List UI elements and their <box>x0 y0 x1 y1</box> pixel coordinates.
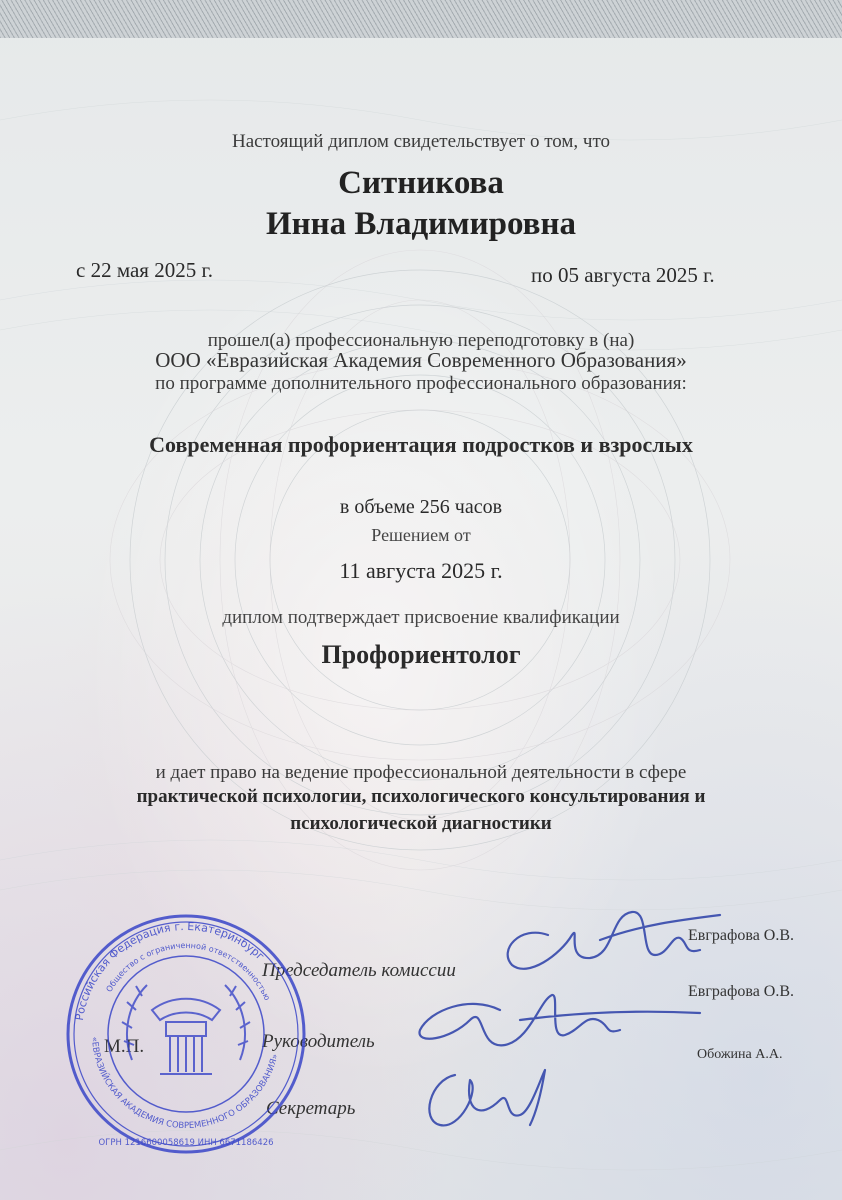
svg-text:«ЕВРАЗИЙСКАЯ АКАДЕМИЯ СОВРЕМЕН <box>89 1036 281 1131</box>
secretary-role: Секретарь <box>266 1098 356 1119</box>
intro-text: Настоящий диплом свидетельствует о том, что <box>231 131 611 152</box>
sphere-line-1: практической психологии, психологического консультирования и <box>136 786 706 807</box>
head-role: Руководитель <box>262 1031 375 1052</box>
decision-date: 11 августа 2025 г. <box>339 558 503 583</box>
qualification-title: Профориентолог <box>321 640 521 669</box>
period-start-date: с 22 мая 2025 г. <box>76 258 213 282</box>
passed-text: прошел(а) профессиональную переподготовку в (на) <box>207 330 635 351</box>
holder-surname: Ситникова <box>338 165 504 201</box>
chairman-role: Председатель комиссии <box>262 960 456 981</box>
hours-volume: в объеме 256 часов <box>339 496 503 518</box>
sphere-line-2: психологической диагностики <box>290 813 552 834</box>
head-name: Евграфова О.В. <box>688 983 795 1000</box>
period-end-date: по 05 августа 2025 г. <box>531 263 715 287</box>
rights-text: и дает право на ведение профессиональной деятельности в сфере <box>155 762 687 783</box>
svg-text:Российская Федерация г. Екатер <box>73 920 267 1022</box>
secretary-name: Обожина А.А. <box>697 1047 783 1062</box>
organization-name: ООО «Евразийская Академия Современного Образования» <box>155 348 687 372</box>
program-title: Современная профориентация подростков и взрослых <box>149 432 693 457</box>
program-label: по программе дополнительного профессионального образования: <box>155 373 687 394</box>
organization-stamp <box>62 910 310 1158</box>
top-pattern-band <box>0 0 842 38</box>
holder-given-names: Инна Владимировна <box>265 206 577 242</box>
confirms-text: диплом подтверждает присвоение квалификации <box>222 607 620 628</box>
stamp-ring-text: «ЕВРАЗИЙСКАЯ АКАДЕМИЯ СОВРЕМЕННОГО ОБРАЗОВАНИЯ» <box>89 1036 281 1132</box>
seal-label: М.П. <box>104 1036 145 1057</box>
stamp-inner-text: Общество с ограниченной ответственностью <box>104 940 272 1002</box>
decision-label: Решением от <box>371 525 471 545</box>
stamp-registration-text: ОГРН 1216600058619 ИНН 6671186426 <box>98 1138 274 1148</box>
stamp-outer-text: Российская Федерация г. Екатеринбург <box>72 919 267 1022</box>
chairman-name: Евграфова О.В. <box>688 927 795 944</box>
stamp-emblem <box>122 985 250 1074</box>
